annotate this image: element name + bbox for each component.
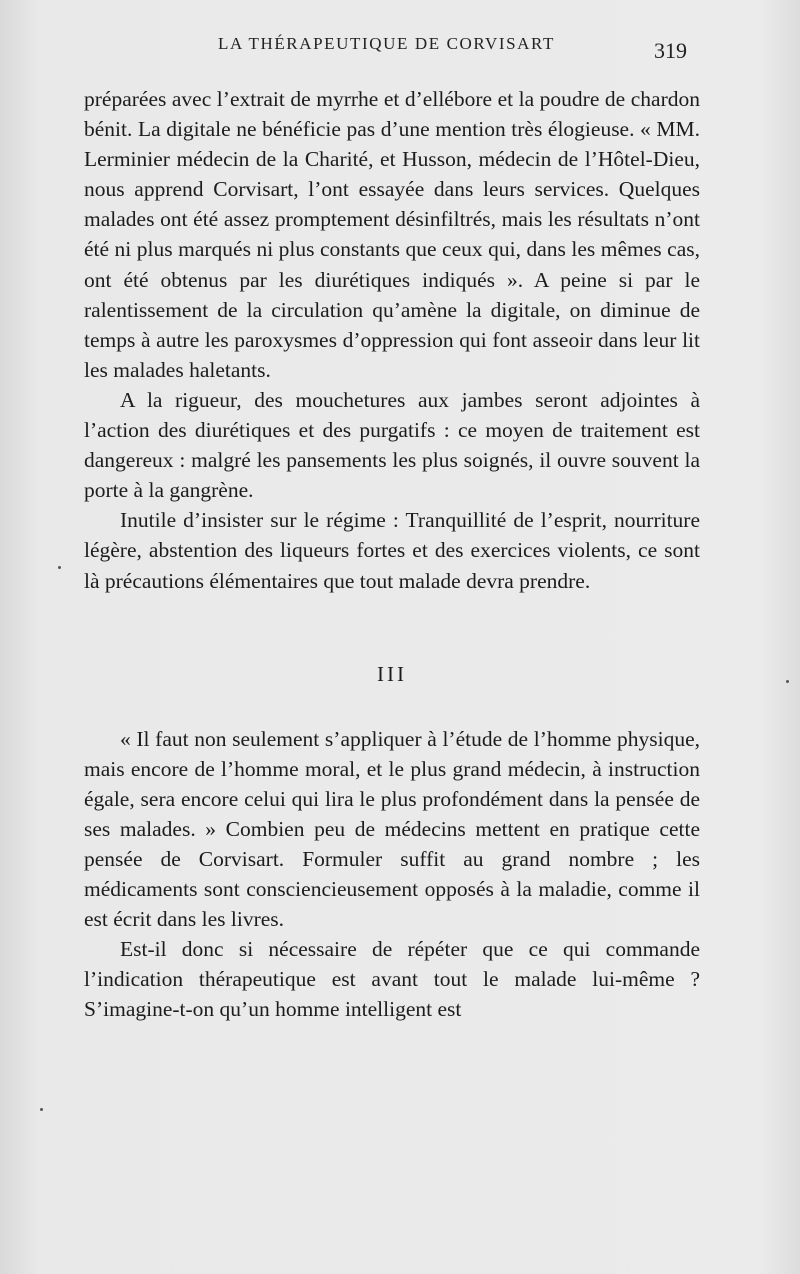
section-paragraph-1: « Il faut non seulement s’appliquer à l’étude de l’homme physique, mais encore de l’homme moral, et le plus grand médecin, à instruction égale, sera encore celui qui lira le plus profondément dans la pensée de ses malades. » Combien peu de médecins mettent en pratique cette pensée de Corvisart. Formuler suffit au grand nombre ; les médicaments sont consciencieusement opposés à la maladie, comme il est écrit dans les livres.: [84, 726, 700, 932]
paper-speck: [40, 1108, 43, 1111]
paper-speck: [58, 566, 61, 569]
running-title: LA THÉRAPEUTIQUE DE CORVISART: [218, 34, 555, 53]
running-head: [0, 34, 800, 64]
page-number: 319: [654, 38, 687, 63]
paragraph-3: Inutile d’insister sur le régime : Tranquillité de l’esprit, nourriture légère, abstention des liqueurs fortes et des exercices violents, ce sont là précautions élémentaires que tout malade devra prendre.: [84, 508, 700, 593]
body-text: [84, 84, 700, 1025]
paragraph-1: préparées avec l’extrait de myrrhe et d’ellébore et la poudre de chardon bénit. La digitale ne bénéficie pas d’une mention très élogieuse. « MM. Lerminier médecin de la Charité, et Husson, médecin de l’Hôtel-Dieu, nous apprend Corvisart, l’ont essayée dans leurs services. Quelques malades ont été assez promptement désinfiltrés, mais les résultats n’ont été ni plus marqués ni plus constants que ceux qui, dans les mêmes cas, ont été obtenus par les diurétiques indiqués ». A peine si par le ralentissement de la circulation qu’amène la digitale, on diminue de temps à autre les paroxysmes d’oppression qui font asseoir dans leur lit les malades haletants.: [84, 87, 700, 382]
section-heading: III: [377, 661, 407, 686]
paper-speck: [786, 680, 789, 683]
section-paragraph-2: Est-il donc si nécessaire de répéter que ce qui commande l’indication thérapeutique est avant tout le malade lui-même ? S’imagine-t-on qu’un homme intelligent est: [84, 937, 700, 1022]
paragraph-2: A la rigueur, des mouchetures aux jambes seront adjointes à l’action des diurétiques et des purgatifs : ce moyen de traitement est dangereux : malgré les pansements les plus soignés, il ouvre souvent la porte à la gangrène.: [84, 387, 700, 503]
